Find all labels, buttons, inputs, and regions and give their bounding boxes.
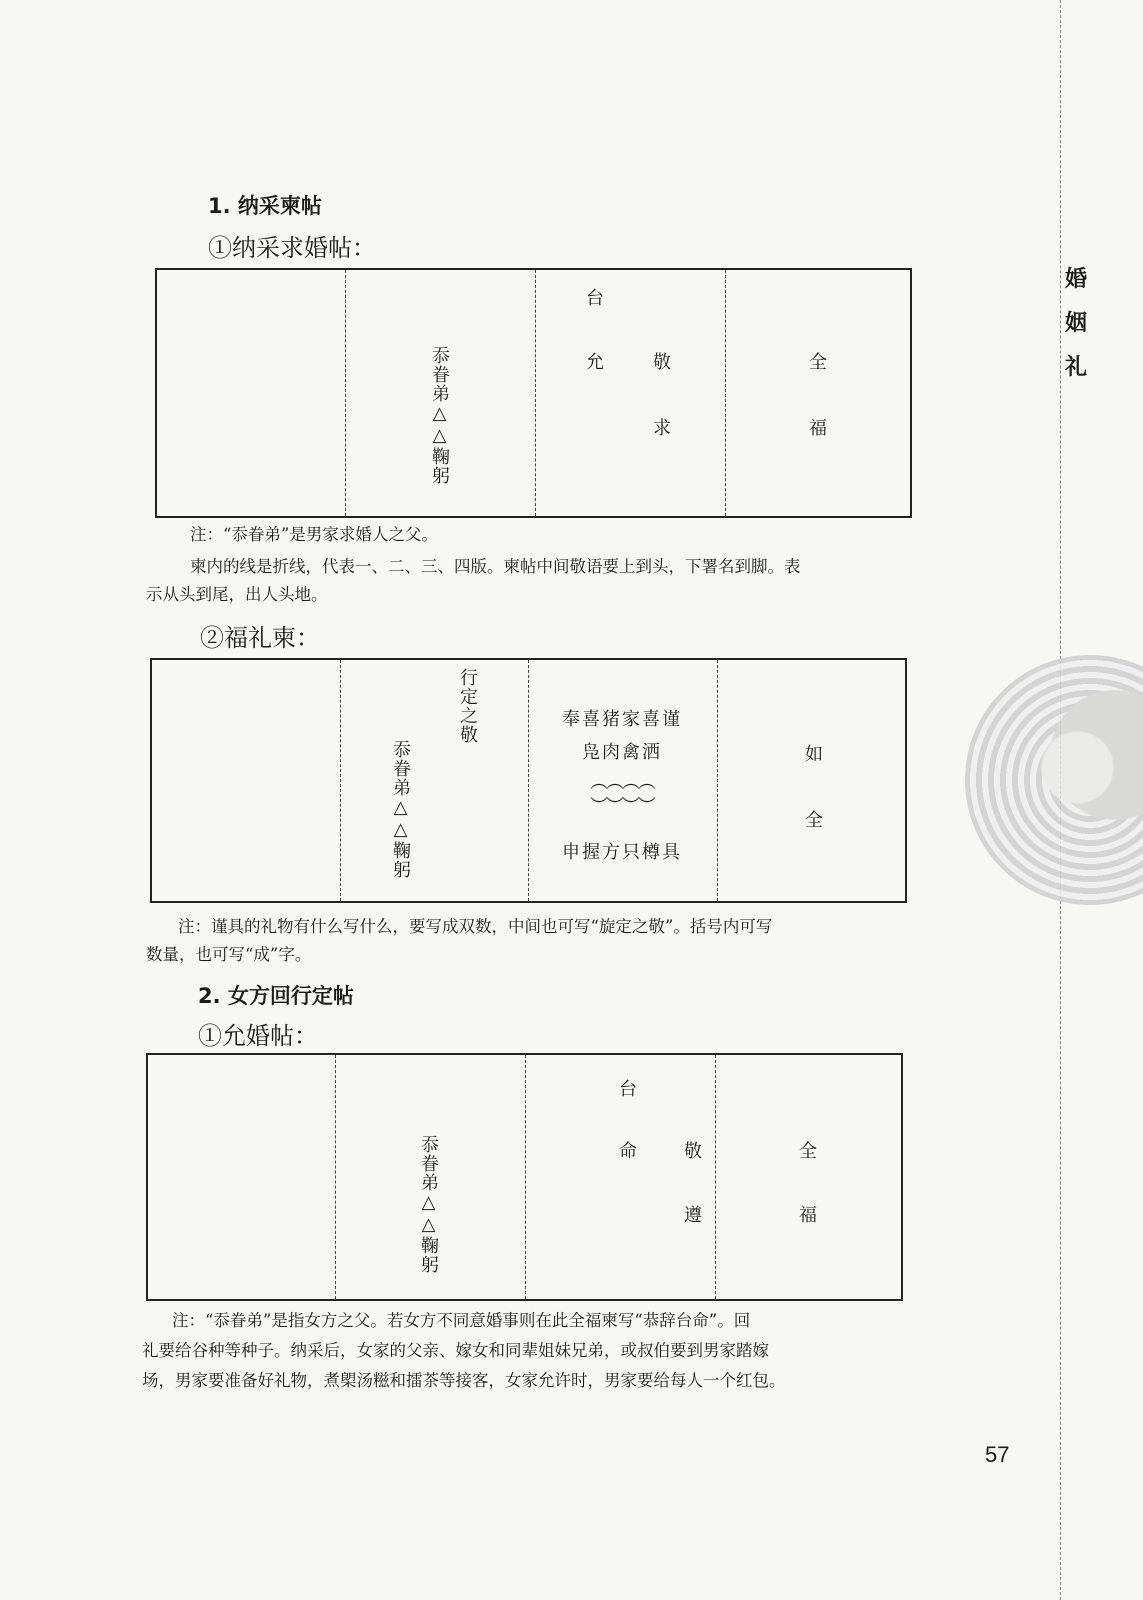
card-char: 福	[799, 1205, 817, 1226]
card-char: 命	[619, 1141, 637, 1162]
card-char: 如	[805, 744, 823, 765]
fold-line	[725, 270, 726, 516]
fold-line	[525, 1055, 526, 1299]
paren-row-top: ︵︵︵︵	[590, 772, 654, 793]
card-char: 福	[809, 418, 827, 439]
card-char: 全	[809, 352, 827, 373]
note-4b: 礼要给谷种等种子。纳采后，女家的父亲、嫁女和同辈姐妹兄弟，或叔伯要到男家踏嫁	[142, 1341, 769, 1360]
card-char: 敬	[653, 352, 671, 373]
card-char: 求	[653, 418, 671, 439]
invitation-card-fuli	[150, 658, 907, 903]
invitation-card-qiuhun	[155, 268, 912, 518]
card-char: 台	[586, 288, 604, 309]
signature-column: 忝眷弟△△鞠躬	[418, 1135, 439, 1274]
section-heading-2: 2. 女方回行定帖	[198, 984, 354, 1008]
invitation-card-yunhun	[146, 1053, 903, 1301]
card-char: 遵	[684, 1205, 702, 1226]
signature-column: 忝眷弟△△鞠躬	[429, 346, 450, 485]
note-2b: 示从头到尾，出人头地。	[146, 585, 328, 604]
gift-title-column: 行定之敬	[457, 668, 478, 744]
note-2a: 柬内的线是折线，代表一、二、三、四版。柬帖中间敬语要上到头，下署名到脚。表	[190, 557, 801, 576]
subheading-yunhun: ①允婚帖：	[198, 1022, 318, 1050]
paren-row-bottom: ︶︶︶︶	[590, 796, 654, 817]
note-1: 注：“忝眷弟”是男家求婚人之父。	[190, 525, 438, 544]
card-char: 全	[799, 1141, 817, 1162]
section-heading-1: 1. 纳采柬帖	[208, 194, 322, 218]
card-char: 全	[805, 810, 823, 831]
card-char: 台	[619, 1079, 637, 1100]
note-3b: 数量，也可写“成”字。	[146, 945, 312, 964]
page-number: 57	[985, 1442, 1010, 1467]
fold-line	[715, 1055, 716, 1299]
card-char: 敬	[684, 1141, 702, 1162]
gift-row-1: 奉喜猪家喜谨	[562, 709, 682, 730]
fold-line	[528, 660, 529, 901]
card-char: 允	[586, 352, 604, 373]
subheading-qiuhun: ①纳采求婚帖：	[208, 234, 376, 262]
sidebar-char-3: 礼	[1065, 355, 1088, 380]
gift-row-2: 凫肉禽洒	[582, 742, 662, 763]
signature-column: 忝眷弟△△鞠躬	[390, 740, 411, 879]
fold-line	[335, 1055, 336, 1299]
sidebar-char-2: 姻	[1065, 311, 1088, 336]
fold-line	[340, 660, 341, 901]
cloud-ornament-icon	[965, 655, 1143, 905]
sidebar-char-1: 婚	[1065, 267, 1088, 292]
subheading-fuli: ②福礼柬：	[200, 624, 320, 652]
fold-line	[345, 270, 346, 516]
note-3a: 注：谨具的礼物有什么写什么，要写成双数，中间也可写“旋定之敬”。括号内可写	[178, 917, 773, 936]
note-4a: 注：“忝眷弟”是指女方之父。若女方不同意婚事则在此全福柬写“恭辞台命”。回	[172, 1311, 751, 1330]
gift-row-3: 申握方只樽具	[562, 842, 682, 863]
fold-line	[717, 660, 718, 901]
note-4c: 场，男家要准备好礼物，煮㮾汤糍和擂茶等接客，女家允许时，男家要给每人一个红包。	[142, 1371, 786, 1390]
fold-line	[535, 270, 536, 516]
